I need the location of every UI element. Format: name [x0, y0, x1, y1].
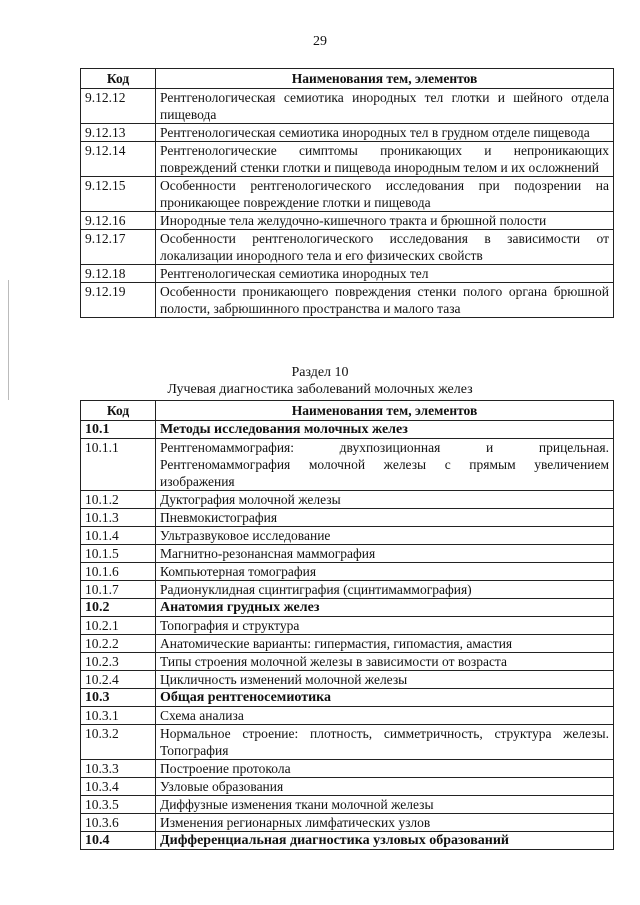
row-topic-name: Изменения регионарных лимфатических узлов — [156, 814, 614, 832]
table-row — [81, 814, 614, 832]
table-row — [81, 689, 614, 707]
table-row — [81, 653, 614, 671]
table-row — [81, 796, 614, 814]
section-title: Раздел 10 — [291, 365, 349, 380]
table-row — [81, 230, 614, 265]
row-code: 9.12.15 — [81, 177, 156, 212]
row-topic-name: Типы строения молочной железы в зависимости от возраста — [156, 653, 614, 671]
row-code: 10.4 — [81, 832, 156, 850]
topics-table-section-10 — [80, 400, 614, 850]
row-topic-name: Инородные тела желудочно-кишечного тракта и брюшной полости — [156, 212, 614, 230]
row-topic-name: Диффузные изменения ткани молочной железы — [156, 796, 614, 814]
row-code: 9.12.14 — [81, 142, 156, 177]
row-topic-name: Дуктография молочной железы — [156, 491, 614, 509]
row-topic-name: Дифференциальная диагностика узловых образований — [156, 832, 614, 850]
row-topic-name: Радионуклидная сцинтиграфия (сцинтимаммография) — [156, 581, 614, 599]
table-row — [81, 778, 614, 796]
row-code: 10.3.6 — [81, 814, 156, 832]
table-row — [81, 725, 614, 760]
table-row — [81, 563, 614, 581]
row-code: 9.12.17 — [81, 230, 156, 265]
row-topic-name: Рентгенологические симптомы проникающих и непроникающих повреждений стенки глотки и пищевода инородным телом и их осложнений — [156, 142, 614, 177]
table-row — [81, 545, 614, 563]
table-row — [81, 283, 614, 318]
table-row — [81, 89, 614, 124]
table-row — [81, 124, 614, 142]
row-topic-name: Магнитно-резонансная маммография — [156, 545, 614, 563]
row-code: 10.1.7 — [81, 581, 156, 599]
table-row — [81, 707, 614, 725]
row-code: 10.2.4 — [81, 671, 156, 689]
row-topic-name: Рентгенологическая семиотика инородных тел глотки и шейного отдела пищевода — [156, 89, 614, 124]
table-row — [81, 439, 614, 491]
row-topic-name: Анатомия грудных желез — [156, 599, 614, 617]
topics-table-section-9 — [80, 68, 614, 318]
row-topic-name: Построение протокола — [156, 760, 614, 778]
row-topic-name: Особенности проникающего повреждения стенки полого органа брюшной полости, забрюшинного пространства и малого таза — [156, 283, 614, 318]
table-row — [81, 491, 614, 509]
row-topic-name: Узловые образования — [156, 778, 614, 796]
table-row — [81, 599, 614, 617]
row-topic-name: Схема анализа — [156, 707, 614, 725]
row-topic-name: Нормальное строение: плотность, симметричность, структура железы. Топография — [156, 725, 614, 760]
row-code: 10.1.4 — [81, 527, 156, 545]
table-row — [81, 671, 614, 689]
table-row — [81, 832, 614, 850]
table-row — [81, 760, 614, 778]
table-row — [81, 509, 614, 527]
row-code: 10.3.4 — [81, 778, 156, 796]
table-row — [81, 581, 614, 599]
row-code: 9.12.18 — [81, 265, 156, 283]
page-number: 29 — [313, 34, 327, 49]
row-topic-name: Анатомические варианты: гипермастия, гипомастия, амастия — [156, 635, 614, 653]
row-code: 10.3.3 — [81, 760, 156, 778]
row-code: 9.12.12 — [81, 89, 156, 124]
table-row — [81, 177, 614, 212]
row-code: 10.1 — [81, 421, 156, 439]
row-code: 10.2.3 — [81, 653, 156, 671]
row-code: 9.12.13 — [81, 124, 156, 142]
row-code: 10.2.2 — [81, 635, 156, 653]
row-code: 9.12.19 — [81, 283, 156, 318]
table-header-row — [81, 69, 614, 89]
table-row — [81, 635, 614, 653]
table-row — [81, 617, 614, 635]
row-topic-name: Пневмокистография — [156, 509, 614, 527]
section-subtitle: Лучевая диагностика заболеваний молочных желез — [167, 382, 473, 397]
table-header-row — [81, 401, 614, 421]
table-row — [81, 142, 614, 177]
row-topic-name: Топография и структура — [156, 617, 614, 635]
row-code: 10.3.1 — [81, 707, 156, 725]
row-code: 10.3.2 — [81, 725, 156, 760]
row-topic-name: Рентгеномаммография: двухпозиционная и прицельная. Рентгеномаммография молочной железы с прямым увеличением изображения — [156, 439, 614, 491]
column-header-topic-name: Наименования тем, элементов — [156, 401, 614, 421]
row-code: 10.2.1 — [81, 617, 156, 635]
row-code: 10.1.1 — [81, 439, 156, 491]
row-topic-name: Рентгенологическая семиотика инородных тел — [156, 265, 614, 283]
row-code: 9.12.16 — [81, 212, 156, 230]
row-code: 10.2 — [81, 599, 156, 617]
row-code: 10.3.5 — [81, 796, 156, 814]
row-code: 10.1.3 — [81, 509, 156, 527]
row-code: 10.3 — [81, 689, 156, 707]
column-header-code: Код — [81, 69, 156, 89]
row-topic-name: Цикличность изменений молочной железы — [156, 671, 614, 689]
row-code: 10.1.5 — [81, 545, 156, 563]
row-topic-name: Методы исследования молочных желез — [156, 421, 614, 439]
table-row — [81, 421, 614, 439]
table-row — [81, 527, 614, 545]
row-topic-name: Ультразвуковое исследование — [156, 527, 614, 545]
table-row — [81, 212, 614, 230]
row-topic-name: Общая рентгеносемиотика — [156, 689, 614, 707]
table-row — [81, 265, 614, 283]
row-code: 10.1.2 — [81, 491, 156, 509]
row-topic-name: Особенности рентгенологического исследования при подозрении на проникающее повреждение глотки и пищевода — [156, 177, 614, 212]
table-body — [81, 89, 614, 318]
row-topic-name: Рентгенологическая семиотика инородных тел в грудном отделе пищевода — [156, 124, 614, 142]
row-code: 10.1.6 — [81, 563, 156, 581]
column-header-topic-name: Наименования тем, элементов — [156, 69, 614, 89]
column-header-code: Код — [81, 401, 156, 421]
table-body — [81, 421, 614, 850]
row-topic-name: Особенности рентгенологического исследования в зависимости от локализации инородного тела и его физических свойств — [156, 230, 614, 265]
row-topic-name: Компьютерная томография — [156, 563, 614, 581]
